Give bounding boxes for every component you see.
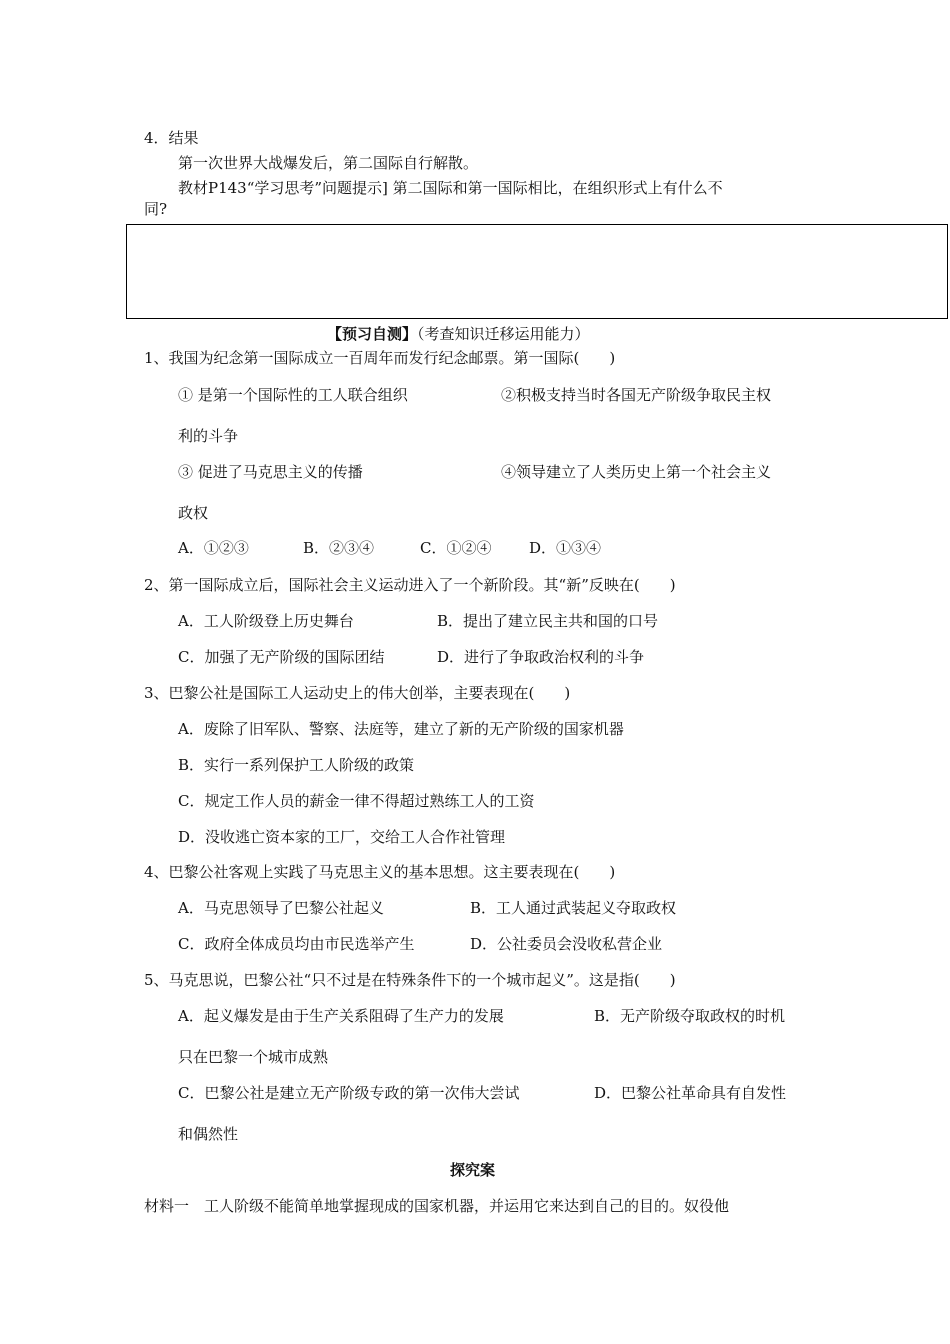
q2-choice-a: A．工人阶级登上历史舞台	[178, 612, 354, 630]
q1-option-1: ① 是第一个国际性的工人联合组织	[178, 386, 408, 404]
q2-choice-b: B．提出了建立民主共和国的口号	[437, 612, 659, 630]
question-5-stem: 5、马克思说，巴黎公社“只不过是在特殊条件下的一个城市起义”。这是指( )	[144, 971, 676, 989]
section-heading-result: 4．结果	[144, 129, 199, 147]
question-2-stem: 2、第一国际成立后，国际社会主义运动进入了一个新阶段。其“新”反映在( )	[144, 576, 676, 594]
q1-choice-a: A．①②③	[178, 539, 249, 557]
q4-choice-a: A．马克思领导了巴黎公社起义	[178, 899, 384, 917]
q1-option-3: ③ 促进了马克思主义的传播	[178, 463, 363, 481]
q2-choice-c: C．加强了无产阶级的国际团结	[178, 648, 385, 666]
q1-option-4-cont: 政权	[178, 504, 209, 522]
q3-choice-d: D．没收逃亡资本家的工厂，交给工人合作社管理	[178, 828, 506, 846]
textbook-prompt-line2: 同?	[144, 200, 168, 218]
section-title-note: （考查知识迁移运用能力）	[417, 325, 590, 343]
answer-box[interactable]	[126, 224, 948, 319]
q1-choice-b: B．②③④	[303, 539, 375, 557]
q4-choice-c: C．政府全体成员均由市民选举产生	[178, 935, 415, 953]
q1-option-2: ②积极支持当时各国无产阶级争取民主权	[501, 386, 772, 404]
intro-paragraph: 第一次世界大战爆发后，第二国际自行解散。	[178, 154, 479, 172]
q5-choice-d-cont: 和偶然性	[178, 1125, 239, 1143]
q5-choice-b: B．无产阶级夺取政权的时机	[594, 1007, 786, 1025]
q5-choice-b-cont: 只在巴黎一个城市成熟	[178, 1048, 329, 1066]
explore-title: 探究案	[450, 1161, 496, 1179]
q5-choice-a: A．起义爆发是由于生产关系阻碍了生产力的发展	[178, 1007, 504, 1025]
question-3-stem: 3、巴黎公社是国际工人运动史上的伟大创举，主要表现在( )	[144, 684, 571, 702]
q5-choice-c: C．巴黎公社是建立无产阶级专政的第一次伟大尝试	[178, 1084, 520, 1102]
q1-option-4: ④领导建立了人类历史上第一个社会主义	[501, 463, 772, 481]
q5-choice-d: D．巴黎公社革命具有自发性	[594, 1084, 787, 1102]
section-title	[327, 324, 590, 344]
q1-choice-d: D．①③④	[529, 539, 602, 557]
section-title-label: 【预习自测】	[327, 325, 418, 343]
q1-option-2-cont: 利的斗争	[178, 427, 239, 445]
q4-choice-d: D．公社委员会没收私营企业	[470, 935, 663, 953]
q4-choice-b: B．工人通过武装起义夺取政权	[470, 899, 677, 917]
q3-choice-a: A．废除了旧军队、警察、法庭等，建立了新的无产阶级的国家机器	[178, 720, 624, 738]
q1-choice-c: C．①②④	[420, 539, 492, 557]
q3-choice-b: B．实行一系列保护工人阶级的政策	[178, 756, 415, 774]
material-1-text: 材料一 工人阶级不能简单地掌握现成的国家机器，并运用它来达到自己的目的。奴役他	[144, 1197, 730, 1215]
question-4-stem: 4、巴黎公社客观上实践了马克思主义的基本思想。这主要表现在( )	[144, 863, 616, 881]
q2-choice-d: D．进行了争取政治权利的斗争	[437, 648, 645, 666]
q3-choice-c: C．规定工作人员的薪金一律不得超过熟练工人的工资	[178, 792, 535, 810]
question-1-stem: 1、我国为纪念第一国际成立一百周年而发行纪念邮票。第一国际( )	[144, 349, 616, 367]
textbook-prompt-line1: 教材P143“学习思考”问题提示] 第二国际和第一国际相比，在组织形式上有什么不	[178, 179, 723, 197]
